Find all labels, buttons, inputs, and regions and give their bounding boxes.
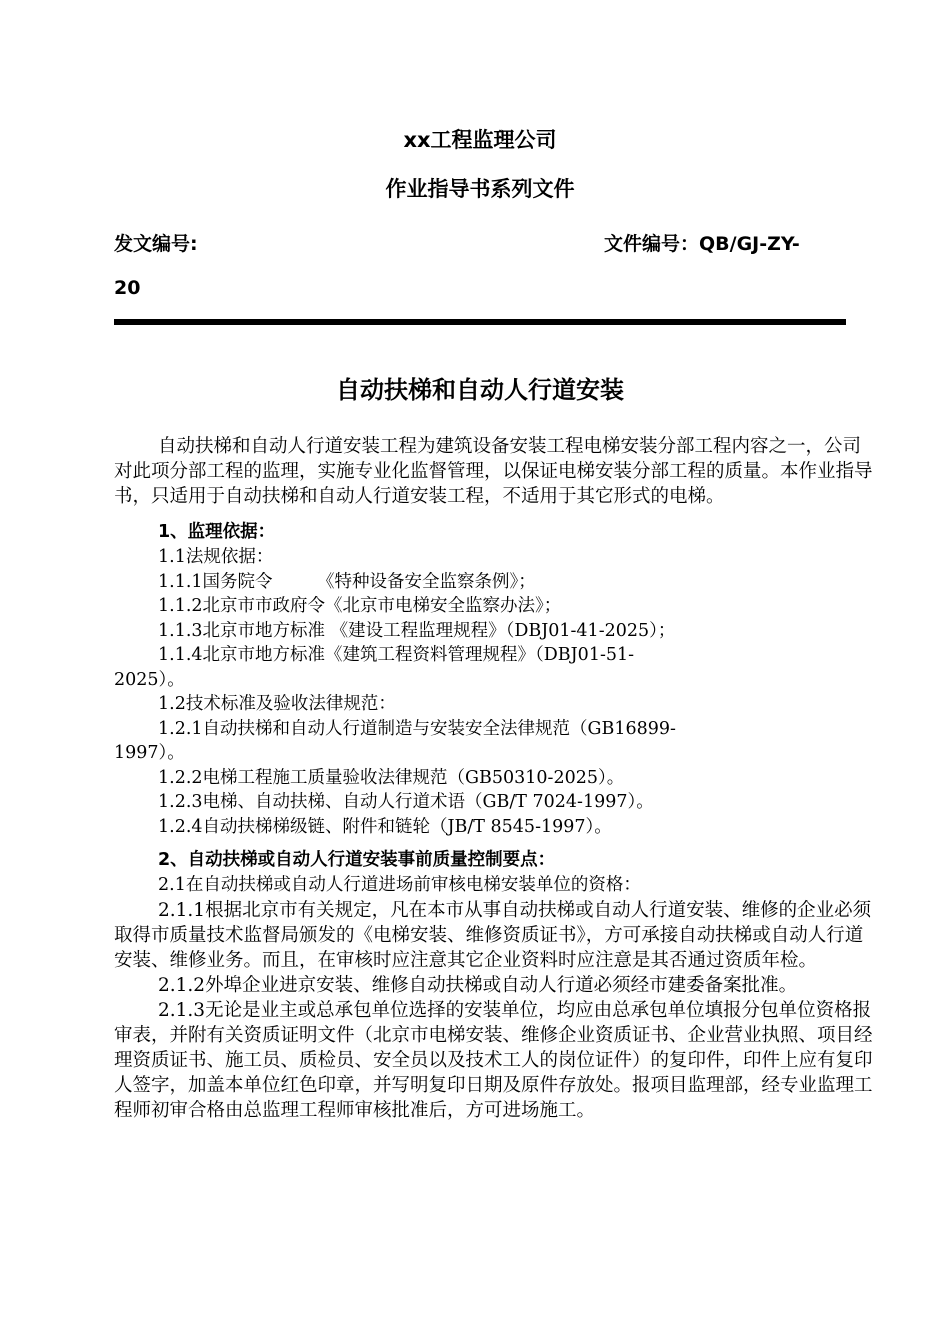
header-divider xyxy=(114,319,846,325)
clause-1-2-4: 1.2.4自动扶梯梯级链、附件和链轮（JB/T 8545-1997）。 xyxy=(158,816,612,837)
clause-1-1-4-cont: 2025）。 xyxy=(114,669,185,690)
clause-1-1-1: 1.1.1国务院令 《特种设备安全监察条例》； xyxy=(158,571,536,592)
clause-2-1-1 xyxy=(114,898,874,973)
clause-2-1-1-text: 2.1.1根据北京市有关规定，凡在本市从事自动扶梯或自动人行道安装、维修的企业必须取得市质量技术监督局颁发的《电梯安装、维修资质证书》，方可承接自动扶梯或自动人行道安装、维修业务。而且，在审核时应注意其它企业资料时应注意是其否通过资质年检。 xyxy=(114,899,872,971)
document-series: 作业指导书系列文件 xyxy=(385,177,575,201)
section-gap xyxy=(114,839,874,847)
clause-2-1: 2.1在自动扶梯或自动人行道进场前审核电梯安装单位的资格： xyxy=(158,875,641,895)
clause-2-1-2-text: 2.1.2外埠企业进京安装、维修自动扶梯或自动人行道必须经市建委备案批准。 xyxy=(158,974,798,996)
send-number-label: 发文编号: xyxy=(114,233,198,255)
document-body xyxy=(114,434,874,1123)
clause-2-1-3 xyxy=(114,998,874,1123)
clause-1-2: 1.2技术标准及验收法律规范： xyxy=(158,694,396,714)
section-2-heading: 2、自动扶梯或自动人行道安装事前质量控制要点： xyxy=(158,850,556,870)
section-1-heading: 1、监理依据： xyxy=(158,522,276,542)
clause-2-1-3-text: 2.1.3无论是业主或总承包单位选择的安装单位，均应由总承包单位填报分包单位资格报审表，并附有关资质证明文件（北京市电梯安装、维修企业资质证书、企业营业执照、项目经理资质证书、施工员、质检员、安全员以及技术工人的岗位证件）的复印件，印件上应有复印人签字，加盖本单位红色印章，并写明复印日期及原件存放处。报项目监理部，经专业监理工程师初审合格由总监理工程师审核批准后，方可进场施工。 xyxy=(114,999,873,1121)
file-number-label: 文件编号：QB/GJ-ZY- xyxy=(604,233,800,255)
clause-1-2-1-cont: 1997）。 xyxy=(114,743,185,763)
clause-1-2-2: 1.2.2电梯工程施工质量验收法律规范（GB50310-2025）。 xyxy=(158,767,625,788)
company-name: xx工程监理公司 xyxy=(403,128,557,152)
clause-1-1: 1.1法规依据： xyxy=(158,547,274,567)
clause-1-1-3: 1.1.3北京市地方标准 《建设工程监理规程》（DBJ01-41-2025）； xyxy=(158,620,676,641)
intro-text: 自动扶梯和自动人行道安装工程为建筑设备安装工程电梯安装分部工程内容之一，公司对此项分部工程的监理，实施专业化监督管理，以保证电梯安装分部工程的质量。本作业指导书，只适用于自动扶梯和自动人行道安装工程，不适用于其它形式的电梯。 xyxy=(114,436,873,507)
intro-paragraph xyxy=(114,434,874,509)
document-title: 自动扶梯和自动人行道安装 xyxy=(336,376,624,404)
clause-2-1-2 xyxy=(114,973,874,998)
clause-1-2-3: 1.2.3电梯、自动扶梯、自动人行道术语（GB/T 7024-1997）。 xyxy=(158,792,654,812)
clause-1-1-2: 1.1.2北京市市政府令《北京市电梯安全监察办法》； xyxy=(158,596,562,616)
clause-1-1-4: 1.1.4北京市地方标准《建筑工程资料管理规程》（DBJ01-51- xyxy=(158,645,635,665)
file-number-continued: 20 xyxy=(114,277,141,299)
clause-1-2-1: 1.2.1自动扶梯和自动人行道制造与安装安全法律规范（GB16899- xyxy=(158,718,676,739)
